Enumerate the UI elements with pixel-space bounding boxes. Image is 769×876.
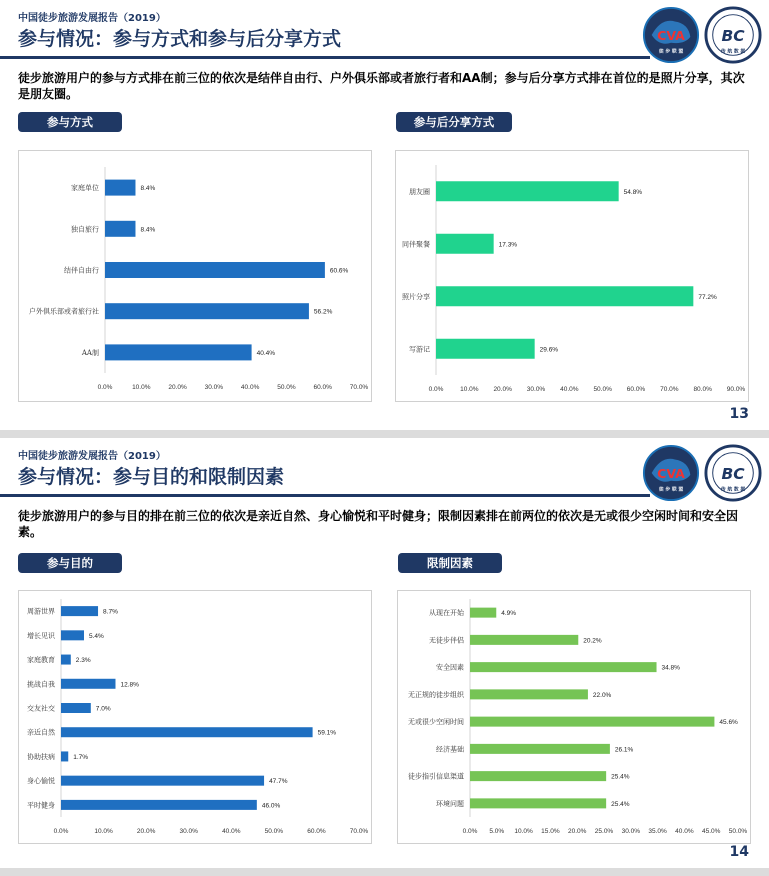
x-tick-label: 40.0% — [240, 384, 260, 391]
category-label: 增长见识 — [27, 631, 55, 640]
value-label: 29.6% — [539, 346, 559, 354]
title-divider — [0, 494, 650, 497]
bar — [105, 344, 252, 360]
cva-logo-icon — [642, 444, 700, 502]
bar — [61, 703, 91, 713]
page-title: 参与情况：参与方式和参与后分享方式 — [18, 28, 342, 50]
value-label: 8.4% — [140, 185, 156, 193]
bar — [105, 180, 135, 196]
category-label: 环境问题 — [436, 799, 464, 808]
x-tick-label: 50.0% — [277, 384, 296, 391]
chart-limiting-factors — [397, 590, 751, 844]
bar — [105, 221, 135, 237]
x-tick-label: 25.0% — [594, 828, 614, 835]
bar — [61, 679, 115, 689]
x-tick-label: 60.0% — [313, 384, 332, 391]
chart-participation-purpose — [18, 590, 372, 844]
value-label: 56.2% — [313, 308, 333, 316]
cva-logo-subtext: 徒 步 联 盟 — [658, 487, 684, 493]
category-label: AA制 — [81, 348, 99, 357]
category-label: 身心愉悦 — [27, 777, 55, 786]
category-label: 户外俱乐部或者旅行社 — [29, 307, 99, 316]
section-label-sharing-method: 参与后分享方式 — [396, 112, 512, 132]
category-label: 安全因素 — [436, 663, 464, 672]
bar — [470, 744, 610, 754]
category-label: 无正规的徒步组织 — [408, 690, 464, 699]
bar — [436, 234, 494, 254]
x-tick-label: 90.0% — [726, 386, 746, 393]
category-label: 照片分享 — [402, 292, 430, 301]
category-label: 协助扶病 — [27, 752, 55, 761]
bc-logo-subtext: 传 航 数 据 — [720, 49, 746, 55]
chart-sharing-method-svg — [396, 151, 748, 401]
bar — [470, 798, 606, 808]
value-label: 47.7% — [269, 778, 288, 786]
chart-participation-method-svg — [19, 151, 371, 401]
section-label-participation-purpose: 参与目的 — [18, 553, 122, 573]
x-tick-label: 20.0% — [493, 386, 512, 393]
slide-14 — [0, 438, 769, 868]
bar — [61, 630, 84, 640]
x-tick-label: 5.0% — [489, 828, 505, 835]
category-label: 挑战自我 — [27, 680, 55, 689]
cva-logo-text: CVA — [657, 27, 685, 43]
chart-limiting-factors-svg — [398, 591, 750, 843]
x-tick-label: 70.0% — [660, 386, 679, 393]
bar — [470, 771, 606, 781]
x-tick-label: 0.0% — [53, 828, 69, 835]
bar — [61, 606, 98, 616]
title-divider — [0, 56, 650, 59]
bc-logo-text: BC — [721, 464, 745, 483]
value-label: 46.0% — [261, 802, 281, 810]
bar — [61, 655, 71, 665]
x-tick-label: 30.0% — [621, 828, 641, 835]
value-label: 7.0% — [95, 705, 111, 713]
bar — [105, 303, 309, 319]
bar — [105, 262, 325, 278]
x-tick-label: 10.0% — [94, 828, 113, 835]
value-label: 17.3% — [498, 241, 518, 249]
cva-logo-icon — [642, 6, 700, 64]
page-number: 14 — [729, 844, 749, 860]
x-tick-label: 0.0% — [462, 828, 478, 835]
x-tick-label: 70.0% — [349, 828, 369, 835]
value-label: 25.4% — [611, 773, 630, 781]
cva-logo-text: CVA — [657, 465, 685, 481]
category-label: 无徒步伴侣 — [429, 636, 464, 645]
value-label: 45.6% — [719, 719, 738, 727]
bc-logo-text: BC — [721, 26, 745, 45]
x-tick-label: 10.0% — [514, 828, 533, 835]
chart-participation-method — [18, 150, 372, 402]
value-label: 54.8% — [623, 188, 643, 196]
value-label: 77.2% — [698, 293, 717, 301]
value-label: 25.4% — [611, 800, 630, 808]
x-tick-label: 10.0% — [460, 386, 479, 393]
value-label: 1.7% — [73, 753, 89, 761]
x-tick-label: 20.0% — [168, 384, 187, 391]
bar — [436, 339, 535, 359]
x-tick-label: 0.0% — [428, 386, 444, 393]
category-label: 家庭单位 — [71, 184, 99, 193]
section-label-limiting-factors: 限制因素 — [398, 553, 502, 573]
value-label: 4.9% — [501, 610, 517, 618]
x-tick-label: 60.0% — [307, 828, 326, 835]
x-tick-label: 40.0% — [222, 828, 241, 835]
category-label: 独自旅行 — [71, 225, 99, 234]
bc-logo-icon — [704, 6, 762, 64]
category-label: 周游世界 — [27, 607, 55, 616]
summary-text: 徒步旅游用户的参与方式排在前三位的依次是结伴自由行、户外俱乐部或者旅行者和AA制；参与后分享方式排在首位的是照片分享，其次是朋友圈。 — [18, 71, 745, 101]
bar — [61, 800, 257, 810]
value-label: 60.6% — [329, 267, 349, 275]
bar — [470, 608, 496, 618]
x-tick-label: 0.0% — [97, 384, 113, 391]
page-title: 参与情况：参与目的和限制因素 — [18, 466, 285, 488]
x-tick-label: 70.0% — [349, 384, 369, 391]
x-tick-label: 30.0% — [179, 828, 198, 835]
slide-13 — [0, 0, 769, 430]
x-tick-label: 50.0% — [264, 828, 284, 835]
x-tick-label: 50.0% — [593, 386, 612, 393]
value-label: 59.1% — [317, 729, 337, 737]
x-tick-label: 35.0% — [648, 828, 667, 835]
value-label: 20.2% — [583, 637, 602, 645]
bar — [436, 286, 693, 306]
value-label: 26.1% — [614, 746, 634, 754]
section-label-participation-method: 参与方式 — [18, 112, 122, 132]
bar — [61, 727, 313, 737]
value-label: 2.3% — [75, 657, 91, 665]
chart-sharing-method — [395, 150, 749, 402]
category-label: 平时健身 — [27, 801, 55, 810]
bar — [61, 776, 264, 786]
value-label: 8.4% — [140, 226, 156, 234]
value-label: 5.4% — [88, 632, 104, 640]
category-label: 从现在开始 — [429, 609, 464, 618]
chart-participation-purpose-svg — [19, 591, 371, 843]
report-title: 中国徒步旅游发展报告（2019） — [18, 451, 166, 462]
category-label: 徒步指引信息渠道 — [408, 772, 464, 781]
x-tick-label: 50.0% — [728, 828, 748, 835]
bar — [470, 635, 578, 645]
value-label: 22.0% — [592, 691, 612, 699]
report-title: 中国徒步旅游发展报告（2019） — [18, 13, 166, 24]
cva-logo-subtext: 徒 步 联 盟 — [658, 49, 684, 55]
category-label: 写游记 — [409, 345, 430, 354]
page-number: 13 — [729, 406, 749, 422]
value-label: 34.8% — [661, 664, 680, 672]
bar — [470, 689, 588, 699]
category-label: 经济基础 — [436, 745, 464, 754]
category-label: 亲近自然 — [27, 728, 55, 737]
bar — [436, 181, 619, 201]
bc-logo-icon — [704, 444, 762, 502]
bc-logo-subtext: 传 航 数 据 — [720, 487, 746, 493]
x-tick-label: 40.0% — [675, 828, 694, 835]
x-tick-label: 15.0% — [541, 828, 560, 835]
summary-text: 徒步旅游用户的参与目的排在前三位的依次是亲近自然、身心愉悦和平时健身；限制因素排在前两位的依次是无或很少空闲时间和安全因素。 — [18, 509, 739, 539]
bar — [470, 717, 714, 727]
x-tick-label: 40.0% — [560, 386, 579, 393]
bar — [470, 662, 657, 672]
bar — [61, 751, 68, 761]
x-tick-label: 45.0% — [701, 828, 721, 835]
x-tick-label: 20.0% — [136, 828, 156, 835]
x-tick-label: 30.0% — [526, 386, 546, 393]
x-tick-label: 10.0% — [132, 384, 151, 391]
x-tick-label: 80.0% — [693, 386, 712, 393]
x-tick-label: 30.0% — [204, 384, 224, 391]
category-label: 无或很少空闲时间 — [408, 718, 464, 727]
category-label: 朋友圈 — [409, 187, 430, 196]
x-tick-label: 20.0% — [567, 828, 587, 835]
value-label: 8.7% — [103, 608, 118, 616]
category-label: 交友社交 — [27, 704, 55, 713]
category-label: 家庭教育 — [27, 656, 55, 665]
value-label: 12.8% — [120, 681, 139, 689]
value-label: 40.4% — [256, 349, 276, 357]
category-label: 同伴聚餐 — [402, 240, 430, 249]
x-tick-label: 60.0% — [626, 386, 646, 393]
category-label: 结伴自由行 — [64, 266, 99, 275]
